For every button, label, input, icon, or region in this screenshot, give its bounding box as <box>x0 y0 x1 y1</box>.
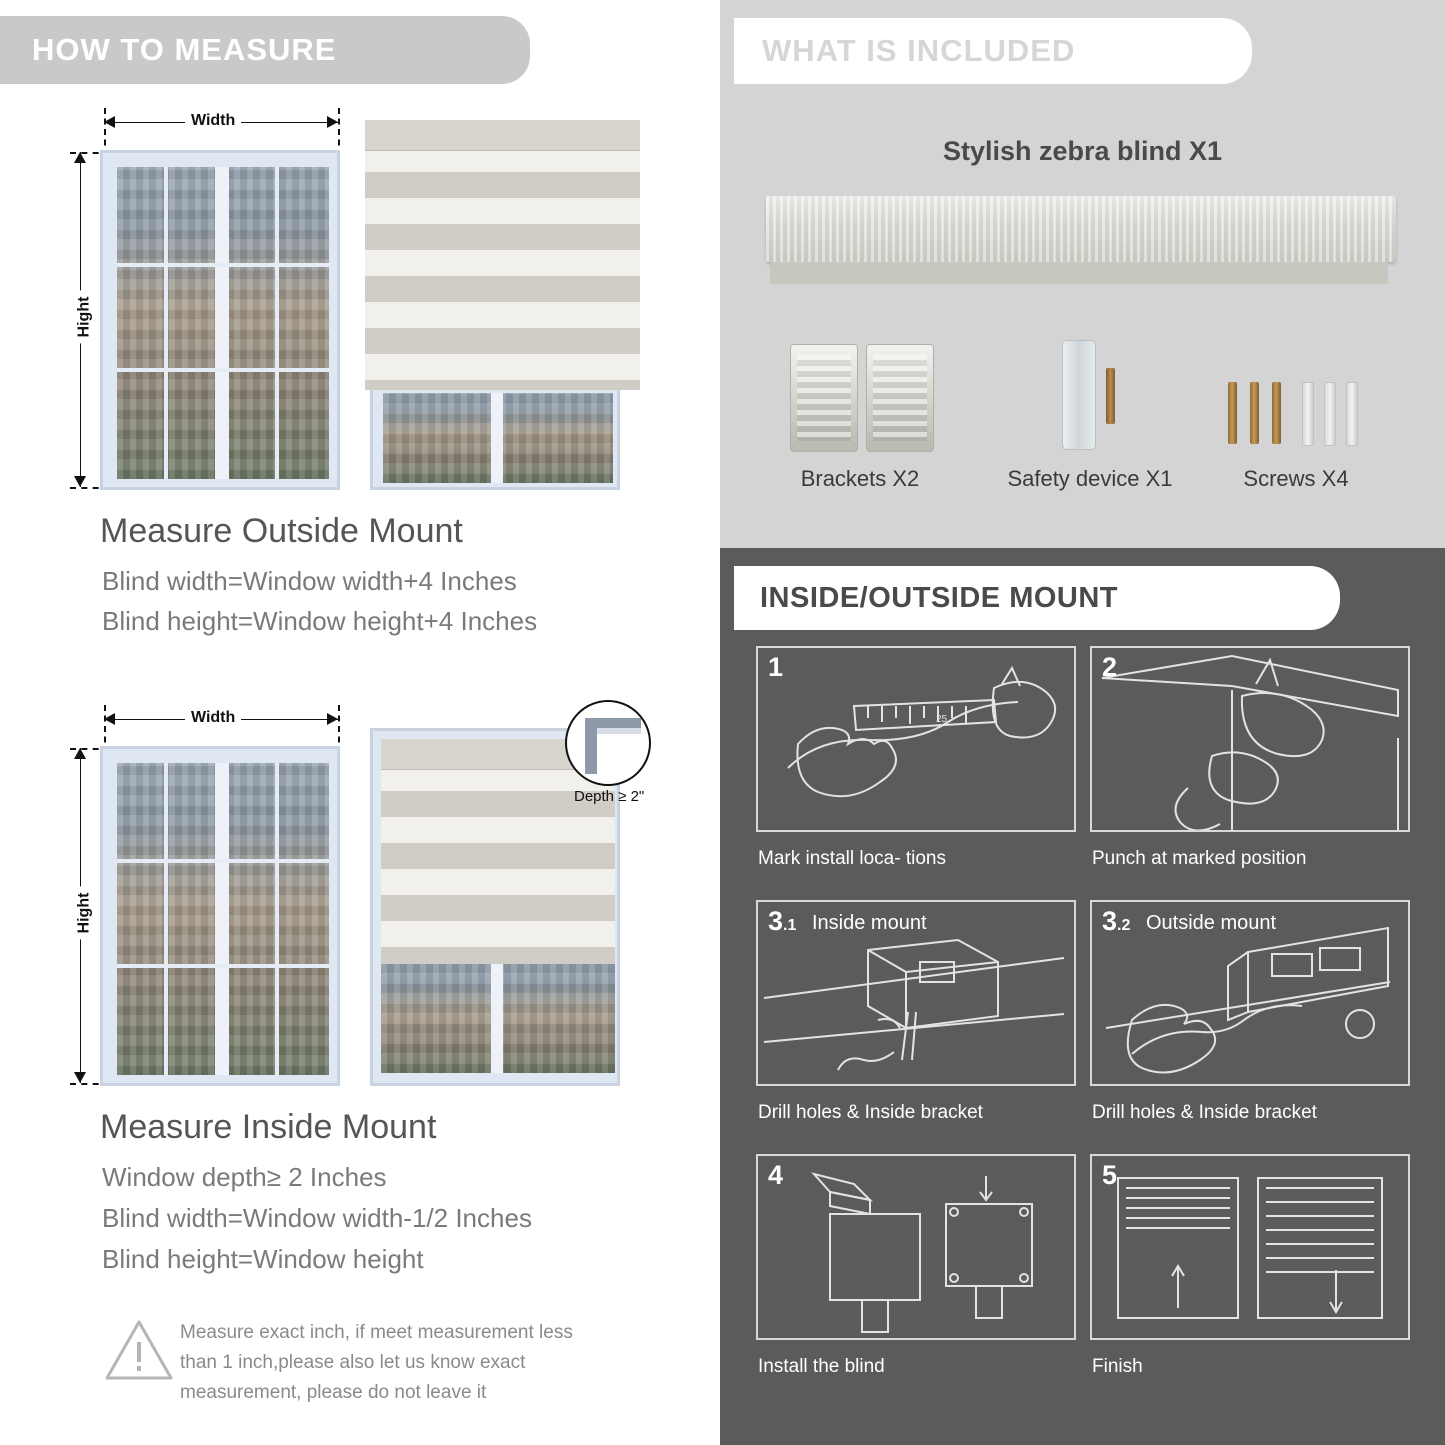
step-number-2: 2 <box>1102 652 1118 682</box>
window-mullion <box>491 393 503 483</box>
window-illustration-inside <box>100 746 340 1086</box>
brackets-label: Brackets X2 <box>800 466 920 491</box>
arrow-right-icon <box>327 116 338 128</box>
safety-device-label: Safety device X1 <box>1007 466 1173 491</box>
outside-mount-line1: Blind width=Window width+4 Inches <box>102 566 517 596</box>
arrow-down-icon <box>74 476 86 487</box>
inside-mount-line3: Blind height=Window height <box>102 1244 424 1274</box>
outside-height-label: Hight <box>75 291 93 344</box>
zebra-blind-outside <box>365 120 640 390</box>
inside-mount-title: Measure Inside Mount <box>100 1108 437 1146</box>
how-to-measure-panel <box>0 0 712 1445</box>
window-grid <box>117 368 329 372</box>
step-caption-4: Install the blind <box>758 1356 885 1377</box>
anchor-2 <box>1324 382 1336 446</box>
depth-callout-icon <box>565 700 651 786</box>
svg-text:25: 25 <box>936 714 948 725</box>
window-grid <box>164 167 168 479</box>
window-illustration-outside-blind <box>370 380 620 490</box>
how-to-measure-title: HOW TO MEASURE <box>32 32 337 67</box>
inside-mount-line2: Blind width=Window width-1/2 Inches <box>102 1203 532 1233</box>
window-illustration-outside <box>100 150 340 490</box>
step-number-1: 1 <box>768 652 784 682</box>
window-grid <box>164 763 168 1075</box>
window-illustration-inside-blind <box>370 728 620 1086</box>
warning-line2: than 1 inch,please also let us know exact <box>180 1352 526 1373</box>
screws-label: Screws X4 <box>1243 466 1349 491</box>
step-caption-5: Finish <box>1092 1356 1143 1377</box>
safety-device-screw <box>1106 368 1115 424</box>
depth-note-label: Depth ≥ 2" <box>574 788 645 805</box>
inside-height-label: Hight <box>75 887 93 940</box>
step-box-4 <box>756 1154 1076 1340</box>
inside-mount-line1: Window depth≥ 2 Inches <box>102 1162 387 1192</box>
bracket-part-2 <box>866 344 934 452</box>
what-is-included-tab <box>734 18 1252 84</box>
bracket-part-1 <box>790 344 858 452</box>
inside-outside-mount-title: INSIDE/OUTSIDE MOUNT <box>760 581 1119 614</box>
step-box-5 <box>1090 1154 1410 1340</box>
warning-line3: measurement, please do not leave it <box>180 1382 487 1403</box>
zebra-blind-headrail-product <box>766 196 1396 262</box>
window-grid <box>117 859 329 863</box>
window-grid <box>117 263 329 267</box>
arrow-left-icon <box>104 116 115 128</box>
step-number-4: 4 <box>768 1160 784 1190</box>
warning-line1: Measure exact inch, if meet measurement less <box>180 1322 573 1343</box>
screw-1 <box>1228 382 1237 444</box>
inside-outside-mount-tab <box>734 566 1340 630</box>
dim-guide <box>338 108 340 156</box>
step-box-2 <box>1090 646 1410 832</box>
step-caption-3-1: Drill holes & Inside bracket <box>758 1102 983 1123</box>
step-caption-3-2: Drill holes & Inside bracket <box>1092 1102 1317 1123</box>
safety-device-part <box>1062 340 1096 450</box>
outside-mount-line2: Blind height=Window height+4 Inches <box>102 606 538 636</box>
headrail-bottom-lip <box>770 262 1388 284</box>
anchor-1 <box>1302 382 1314 446</box>
step-number-3-1: 3.1 <box>768 906 797 936</box>
step-number-3-2: 3.2 <box>1102 906 1131 936</box>
window-grid <box>275 763 279 1075</box>
blind-headrail <box>365 120 640 151</box>
arrow-down-icon <box>74 1072 86 1083</box>
arrow-up-icon <box>74 152 86 163</box>
arrow-up-icon <box>74 748 86 759</box>
step-box-1 <box>756 646 1076 832</box>
anchor-3 <box>1346 382 1358 446</box>
step-inline-label-3-2: Outside mount <box>1146 912 1277 934</box>
outside-mount-title: Measure Outside Mount <box>100 512 463 550</box>
window-mullion <box>491 964 503 1073</box>
step-number-5: 5 <box>1102 1160 1118 1190</box>
window-grid <box>117 964 329 968</box>
step-inline-label-3-1: Inside mount <box>812 912 927 934</box>
step-caption-2: Punch at marked position <box>1092 848 1307 869</box>
step-caption-1: Mark install loca- tions <box>758 848 946 869</box>
blind-stripes <box>365 120 640 390</box>
screw-2 <box>1250 382 1259 444</box>
inside-width-label: Width <box>185 709 241 727</box>
included-main-item-label: Stylish zebra blind X1 <box>942 136 1223 166</box>
window-mullion <box>215 167 229 479</box>
warning-triangle-icon <box>104 1318 174 1387</box>
arrow-right-icon <box>327 713 338 725</box>
arrow-left-icon <box>104 713 115 725</box>
how-to-measure-tab <box>0 16 530 84</box>
what-is-included-title: WHAT IS INCLUDED <box>762 33 1076 68</box>
screw-3 <box>1272 382 1281 444</box>
window-grid <box>275 167 279 479</box>
window-mullion <box>215 763 229 1075</box>
outside-width-label: Width <box>185 112 241 130</box>
